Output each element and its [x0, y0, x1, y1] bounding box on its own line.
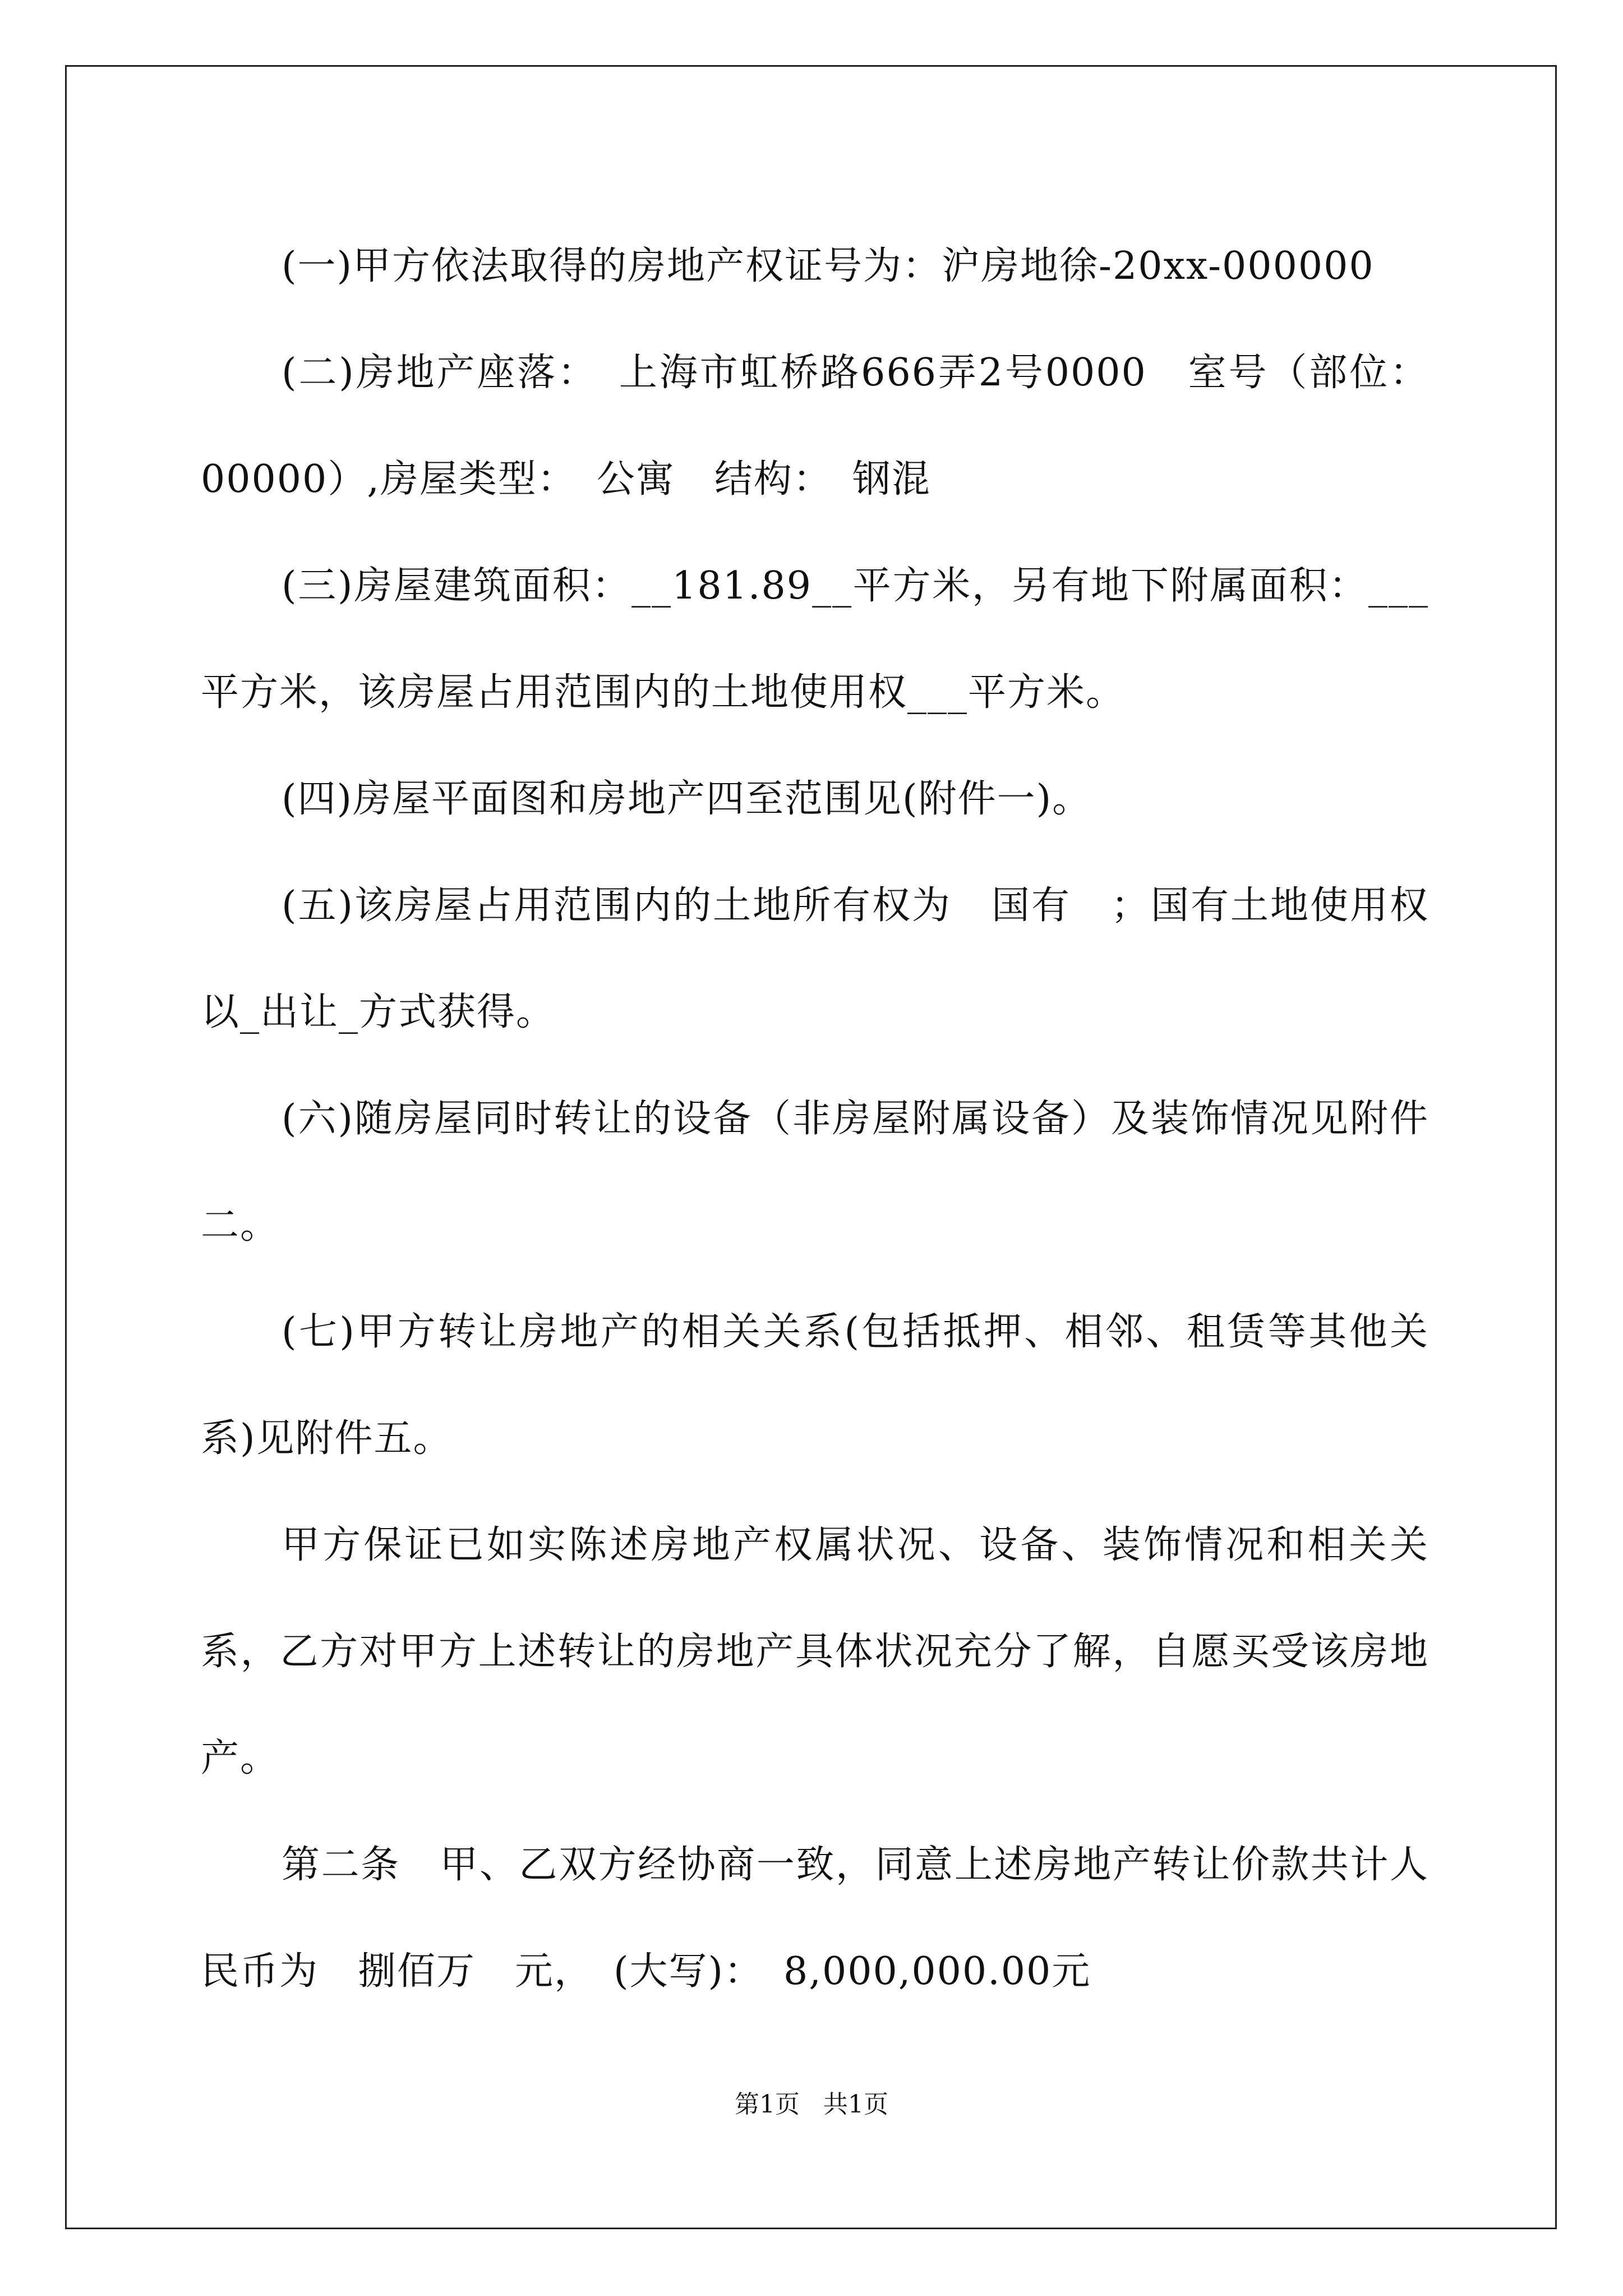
- paragraph-equipment: (六)随房屋同时转让的设备（非房屋附属设备）及装饰情况见附件二。: [201, 1097, 1429, 1248]
- page-number: 第1页: [735, 2090, 800, 2119]
- paragraph-property-location: (二)房地产座落： 上海市虹桥路666弄2号0000 室号（部位：00000）,房屋类型： 公寓 结构： 钢混: [201, 351, 1429, 501]
- paragraph-party-a-guarantee: 甲方保证已如实陈述房地产权属状况、设备、装饰情况和相关关系，乙方对甲方上述转让的房地产具体状况充分了解，自愿买受该房地产。: [201, 1523, 1429, 1780]
- paragraph-property-certificate: (一)甲方依法取得的房地产权证号为：沪房地徐-20xx-000000: [282, 244, 1375, 288]
- paragraph-building-area: (三)房屋建筑面积：__181.89__平方米，另有地下附属面积：___平方米，该房屋占用范围内的土地使用权___平方米。: [201, 564, 1429, 715]
- paragraph-article-two-price: 第二条 甲、乙双方经协商一致，同意上述房地产转让价款共计人民币为 捌佰万 元， (大写)： 8,000,000.00元: [201, 1843, 1429, 1994]
- paragraph-floor-plan: (四)房屋平面图和房地产四至范围见(附件一)。: [282, 777, 1092, 821]
- paragraph-related-relations: (七)甲方转让房地产的相关关系(包括抵押、相邻、租赁等其他关系)见附件五。: [201, 1310, 1429, 1461]
- page-footer: [0, 2084, 1623, 2120]
- page-total: 共1页: [823, 2090, 888, 2119]
- paragraph-land-ownership: (五)该房屋占用范围内的土地所有权为 国有 ；国有土地使用权以_出让_方式获得。: [201, 884, 1429, 1034]
- document-body: [201, 213, 1429, 2025]
